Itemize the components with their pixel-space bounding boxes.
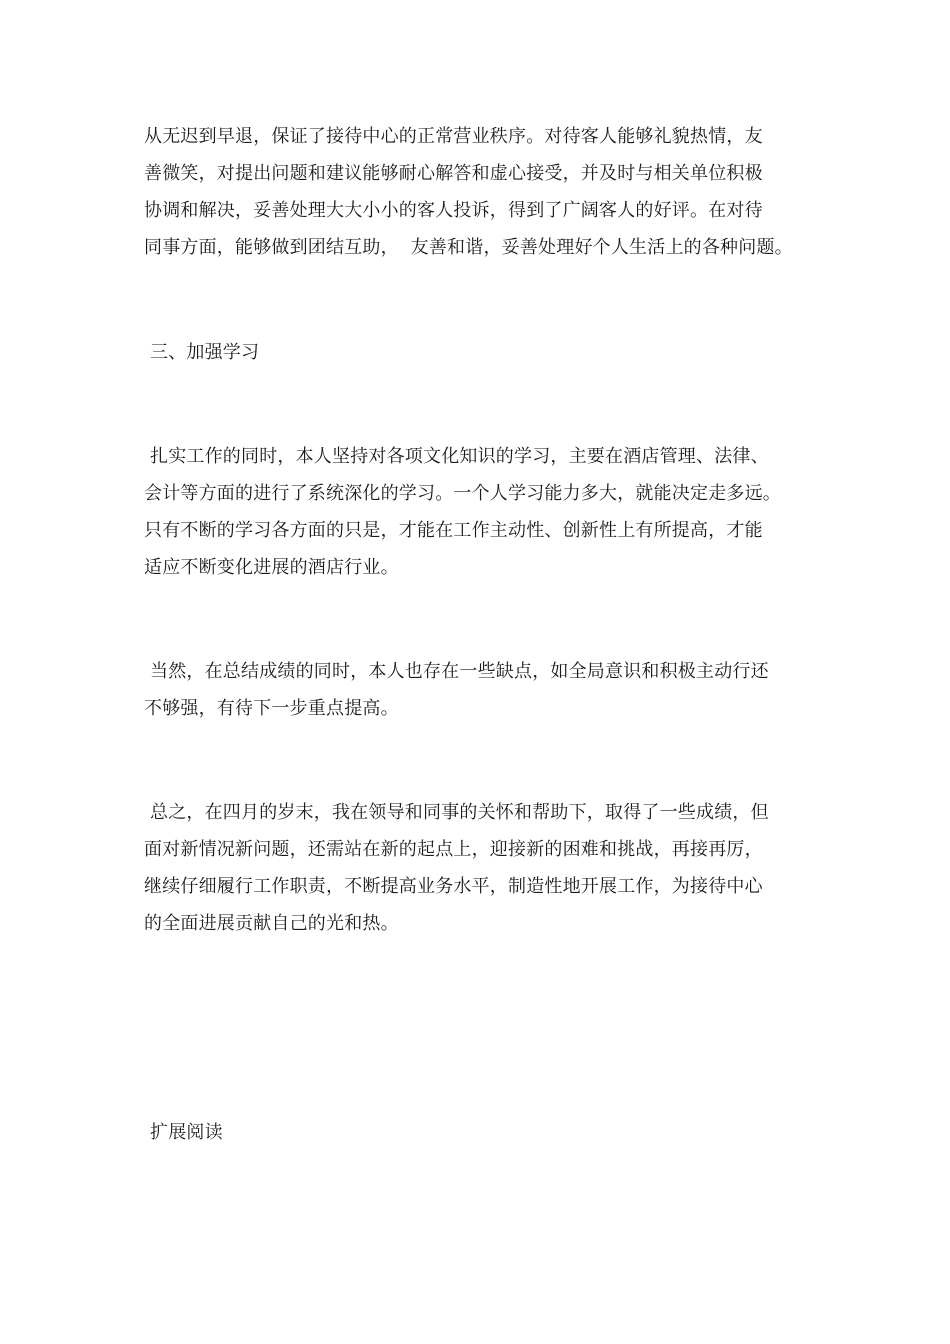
text-line: 扎实工作的同时，本人坚持对各项文化知识的学习，主要在酒店管理、法律、 xyxy=(150,446,769,467)
text-line: 面对新情况新问题，还需站在新的起点上，迎接新的困难和挑战，再接再厉， xyxy=(144,839,763,860)
text-line: 会计等方面的进行了系统深化的学习。一个人学习能力多大，就能决定走多远。 xyxy=(144,483,781,504)
section-heading: 扩展阅读 xyxy=(150,1122,223,1143)
text-line: 继续仔细履行工作职责，不断提高业务水平，制造性地开展工作，为接待中心 xyxy=(144,876,763,897)
text-line: 协调和解决，妥善处理大大小小的客人投诉，得到了广阔客人的好评。在对待 xyxy=(144,200,763,221)
text-line: 不够强，有待下一步重点提高。 xyxy=(144,698,399,719)
text-line: 从无迟到早退，保证了接待中心的正常营业秩序。对待客人能够礼貌热情，友 xyxy=(144,126,763,147)
text-line: 同事方面，能够做到团结互助， 友善和谐，妥善处理好个人生活上的各种问题。 xyxy=(144,237,793,258)
text-line: 善微笑，对提出问题和建议能够耐心解答和虚心接受，并及时与相关单位积极 xyxy=(144,163,763,184)
text-line: 当然，在总结成绩的同时，本人也存在一些缺点，如全局意识和积极主动行还 xyxy=(150,661,769,682)
section-heading: 三、加强学习 xyxy=(150,342,260,363)
text-line: 总之，在四月的岁末，我在领导和同事的关怀和帮助下，取得了一些成绩，但 xyxy=(150,802,769,823)
text-line: 的全面进展贡献自己的光和热。 xyxy=(144,913,399,934)
text-line: 适应不断变化进展的酒店行业。 xyxy=(144,557,399,578)
text-line: 只有不断的学习各方面的只是，才能在工作主动性、创新性上有所提高，才能 xyxy=(144,520,763,541)
